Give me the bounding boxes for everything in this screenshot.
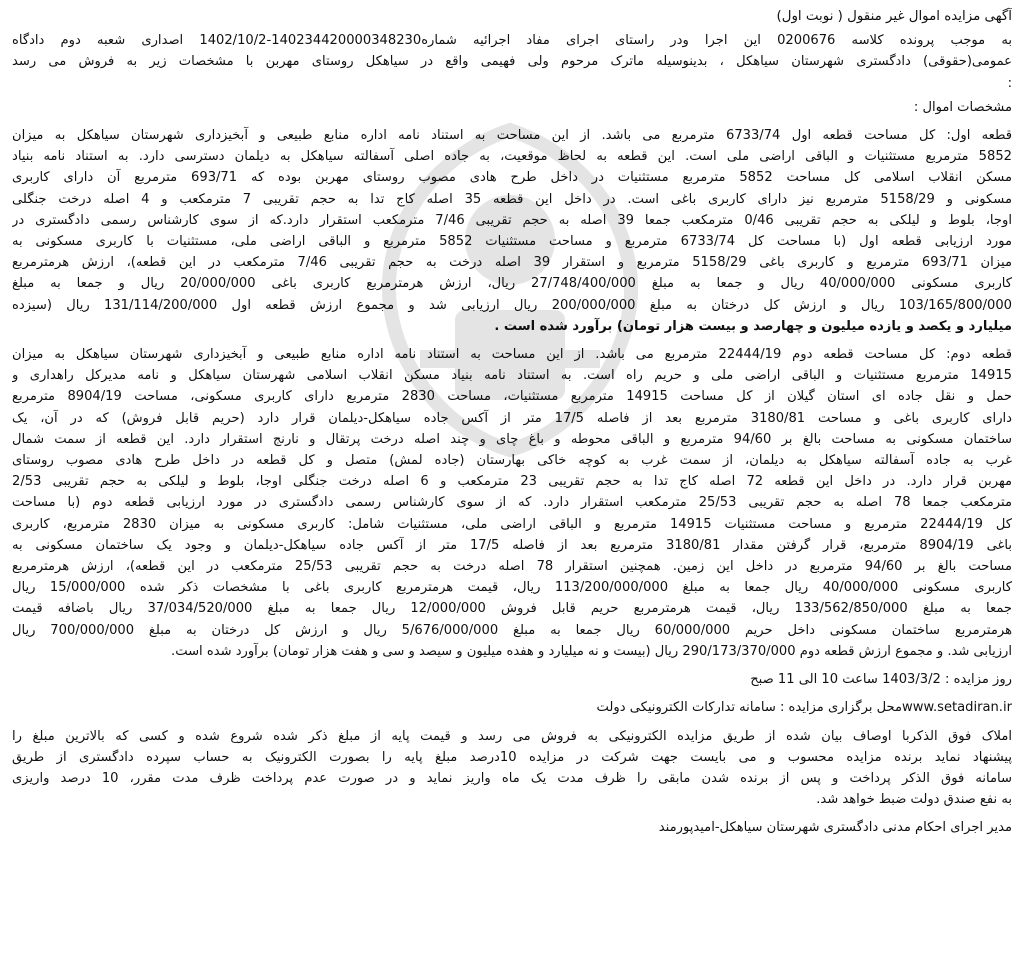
parcel-1-line: 5852 مترمربع مستثنیات و الباقی اراضی ملی است. این قطعه به لحاظ موقعیت، به جاده اصلی آسفالته سیاهکل به دیلمان دسترسی دارد. به استناد نامه بنیاد — [12, 149, 1012, 165]
parcel-1-line: مسکن انقلاب اسلامی کل مساحت 5852 مترمربع مستثنیات در داخل طرح هادی مصوب روستای مهربن بوده که 693/71 مترمربع آن دارای کاربری — [12, 170, 1012, 186]
parcel-2-line: قطعه دوم: کل مساحت قطعه دوم 22444/19 مترمربع می باشد. از این مساحت به استناد نامه اداره منابع طبیعی و آبخیزداری شهرستان سیاهکل به میزان — [12, 347, 1012, 363]
parcel-1-line: کاربری مسکونی 40/000/000 ریال و جمعا به مبلغ 27/748/400/000 ریال، ارزش هرمترمربع کاربری باغی 20/000/000 ریال و جمعا به مبلغ — [12, 276, 1012, 292]
parcel-2-line: هرمترمربع ساختمان مسکونی داخل حریم 60/000/000 ریال جمعا به مبلغ 5/676/000/000 ریال و ارزش کل درختان به مبلغ 700/000/000 ریال — [12, 622, 1012, 638]
parcel-1-line: قطعه اول: کل مساحت قطعه اول 6733/74 مترمربع می باشد. از این مساحت به استناد نامه اداره منابع طبیعی و آبخیزداری شهرستان سیاهکل به میزان — [12, 128, 1012, 144]
terms-line: پیشنهاد نماید برنده مزایده محسوب و می بایست جهت شرکت در مزایده 10درصد مبلغ پایه را بصورت الکترونیک به حساب سپرده دادگستری از طریق — [12, 749, 1012, 765]
parcel-2-line: جمعا به مبلغ 133/562/850/000 ریال، قیمت هرمترمربع حریم قابل فروش 12/000/000 ریال جمعا به مبلغ 37/034/520/000 ریال باضافه قیمت — [12, 601, 1012, 617]
parcel-1-line: اوجا، بلوط و لیلکی به حجم تقریبی 0/46 مترمکعب جمعا 39 اصله به حجم تقریبی 7/46 مترمکعب استقرار دارد.که از سوی کارشناس رسمی دادگستری در — [12, 212, 1012, 228]
parcel-1-line: مسکونی و 5158/29 مترمربع نیز دارای کاربری باغی است. در داخل این قطعه 35 اصله کاج تدا به حجم تقریبی 7 مترمکعب و 4 اصله درخت جنگلی — [12, 191, 1012, 207]
parcel-1-total: میلیارد و یکصد و یازده میلیون و چهارصد و بیست هزار تومان) برآورد شده است . — [494, 318, 1012, 334]
parcel-2-line: دارای کاربری باغی و مساحت 3180/81 مترمربع بعد از فاصله 17/5 متر از آکس جاده سیاهکل-دیلمان قرار دارد (حریم قابل فروش) که در آن، یک — [12, 410, 1012, 426]
intro-line: : — [1007, 75, 1012, 91]
parcel-1-line: میزان 693/71 مترمربع و کاربری باغی 5158/29 مترمربع و استقرار 39 اصله درخت به حجم تقریبی 7/46 مترمکعب در این قطعه)، ارزش هرمترمربع — [12, 255, 1012, 271]
intro-line: عمومی(حقوقی) دادگستری شهرستان سیاهکل ، بدینوسیله ماترک مرحوم ولی فهیمی واقع در سیاهکل روستای مهربن با مشخصات زیر به فروش می رسد — [12, 54, 1012, 70]
terms-line: سامانه فوق الذکر پرداخت و پس از برنده شدن مابقی را ظرف مدت یک ماه واریز نماید و در صورت عدم پرداخت ظرف مدت مقرر، 10 درصد واریزی — [12, 770, 1012, 786]
terms-line: به نفع صندق دولت ضبط خواهد شد. — [816, 792, 1012, 808]
intro-line: به موجب پرونده کلاسه 0200676 این اجرا ودر راستای اجرای مفاد اجرائیه شماره140234420000348230-1402/10/2 اصداری شعبه دوم دادگاه — [12, 33, 1012, 49]
parcel-2-total: ارزیابی شد. و مجموع ارزش قطعه دوم 290/173/370/000 ریال (بیست و نه میلیارد و هفده میلیون و سیصد و سی و هفت هزار تومان) برآورد شده است. — [171, 643, 1012, 659]
parcel-1-description — [12, 125, 1012, 337]
parcel-2-line: مساحت بالغ بر 94/60 مترمربع در داخل این زمین. همچنین استقرار 78 اصله درخت به حجم تقریبی 25/53 مترمکعب در این قطعه)، ارزش هرمترمربع — [12, 559, 1012, 575]
parcel-2-description — [12, 344, 1012, 662]
notice-title: آگهی مزایده اموال غیر منقول ( نوبت اول) — [776, 9, 1012, 24]
specs-heading: مشخصات اموال : — [913, 99, 1012, 115]
parcel-2-line: مهربن قرار دارد. در داخل این قطعه 72 اصله کاج تدا به حجم تقریبی 23 مترمکعب و 6 اصله درخت جنگلی اوجا، بلوط و لیلکی به حجم تقریبی 2/53 — [12, 474, 1012, 490]
parcel-2-line: کل 22444/19 مترمربع و مساحت مستثنیات 14915 مترمربع و الباقی اراضی ملی، مستثنیات شامل: کاربری مسکونی به میزان 2830 مترمربع، کاربری — [12, 516, 1012, 532]
parcel-2-line: 14915 مترمربع مستثنیات و الباقی اراضی ملی و حریم راه است. به استناد نامه بنیاد مسکن انقلاب اسلامی شهرستان سیاهکل و نامه مدیرکل راهداری و — [12, 368, 1012, 384]
notice-intro — [12, 30, 1012, 94]
parcel-2-line: ساختمان مسکونی به مساحت بالغ بر 94/60 مترمربع و الباقی محوطه و باغ چای و چند اصله درخت پرتقال و نارنج استقرار دارد. این قطعه از سمت شمال — [12, 431, 1012, 447]
signature: مدیر اجرای احکام مدنی دادگستری شهرستان سیاهکل-امیدپورمند — [658, 820, 1012, 836]
parcel-2-line: حمل و نقل جاده ای استان گیلان از کل مساحت 14915 مترمربع مستثنیات، مساحت 2830 مترمربع دارای کاربری مسکونی، مساحت 8904/19 مترمربع — [12, 389, 1012, 405]
parcel-2-line: غرب به جاده آسفالته سیاهکل به دیلمان، از سمت غرب به کوچه خاکی بهارستان (جاده لمش) متصل و کل قطعه در داخل طرح هادی مصوب روستای — [12, 453, 1012, 469]
parcel-2-line: کاربری مسکونی 40/000/000 ریال جمعا به مبلغ 113/200/000/000 ریال، قیمت هرمترمربع کاربری باغی با مشخصات ذکر شده 15/000/000 ریال — [12, 580, 1012, 596]
parcel-2-line: باغی 8904/19 مترمربع، قرار گرفتن مقدار 3180/81 مترمربع بعد از فاصله 17/5 متر از آکس جاده سیاهکل-دیلمان و وجود یک ساختمان مسکونی به — [12, 537, 1012, 553]
parcel-1-line: 103/165/800/000 ریال و ارزش کل درختان به مبلغ 200/000/000 ریال ارزیابی شد و مجموع ارزش قطعه اول 131/114/200/000 ریال (سیزده — [12, 297, 1012, 313]
auction-terms — [12, 726, 1012, 811]
auction-date: روز مزایده : 1403/3/2 ساعت 10 الی 11 صبح — [750, 672, 1012, 688]
parcel-2-line: مترمکعب جمعا 78 اصله به حجم تقریبی 25/53 مترمکعب استقرار دارد. که از سوی کارشناس رسمی دادگستری در مورد ارزیابی قطعه دوم (با مساحت — [12, 495, 1012, 511]
auction-venue: www.setadiran.irمحل برگزاری مزایده : سامانه تدارکات الکترونیکی دولت — [596, 700, 1012, 716]
terms-line: املاک فوق الذکربا اوصاف بیان شده از طریق مزایده الکترونیکی به فروش می رسد و قیمت پایه از مبلغ ذکر شده شروع شده و کسی که بالاترین مبلغ را — [12, 728, 1012, 744]
parcel-1-line: مورد ارزیابی قطعه اول (با مساحت کل 6733/74 مترمربع و مساحت مستثنیات 5852 مترمربع و الباقی اراضی ملی، مستثنیات با کاربری مسکونی به — [12, 234, 1012, 250]
